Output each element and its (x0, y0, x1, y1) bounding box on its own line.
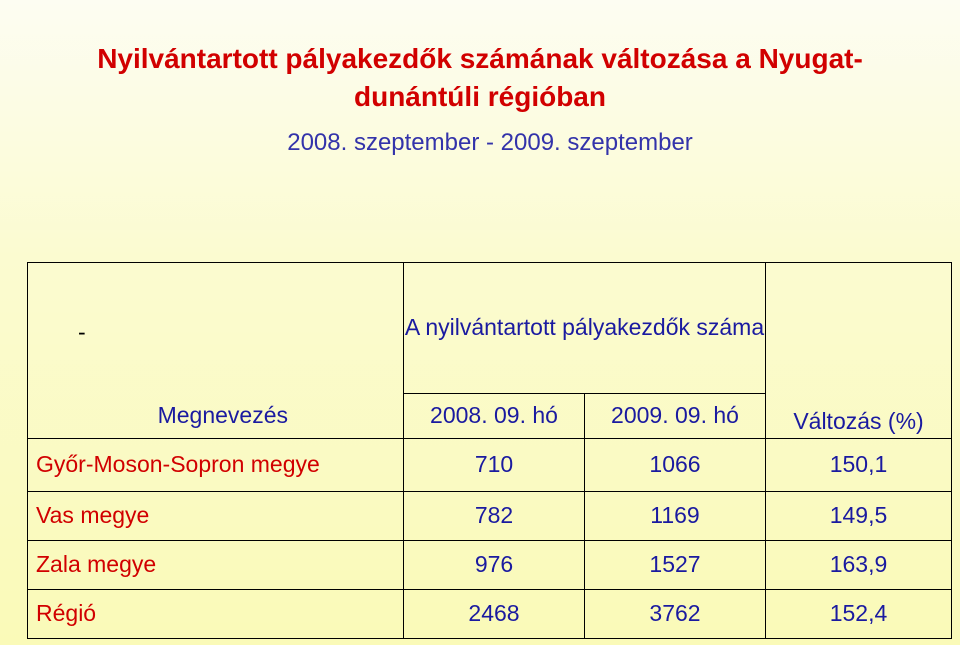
row-value-2008: 710 (404, 438, 585, 491)
header-change: Változás (%) (766, 263, 952, 439)
row-name: Zala megye (28, 540, 404, 589)
page-title: Nyilvántartott pályakezdők számának változása a Nyugat-dunántúli régióban (97, 43, 863, 112)
data-table (27, 262, 952, 639)
header-2009: 2009. 09. hó (585, 393, 766, 438)
table-row (28, 438, 952, 491)
table-row (28, 540, 952, 589)
row-change: 163,9 (766, 540, 952, 589)
header-name: Megnevezés (28, 393, 404, 438)
row-name: Régió (28, 589, 404, 638)
row-change: 152,4 (766, 589, 952, 638)
header-group-label: A nyilvántartott pályakezdők száma (404, 263, 766, 394)
row-name: Vas megye (28, 491, 404, 540)
table-row (28, 491, 952, 540)
page-subtitle: 2008. szeptember - 2009. szeptember (287, 129, 693, 156)
row-value-2008: 2468 (404, 589, 585, 638)
header-2008: 2008. 09. hó (404, 393, 585, 438)
header-corner-mark: - (28, 263, 404, 394)
header-row-top (28, 263, 952, 394)
row-change: 150,1 (766, 438, 952, 491)
row-value-2008: 782 (404, 491, 585, 540)
row-change: 149,5 (766, 491, 952, 540)
row-name: Győr-Moson-Sopron megye (28, 438, 404, 491)
table-row (28, 589, 952, 638)
row-value-2009: 3762 (585, 589, 766, 638)
row-value-2009: 1066 (585, 438, 766, 491)
row-value-2009: 1169 (585, 491, 766, 540)
row-value-2009: 1527 (585, 540, 766, 589)
row-value-2008: 976 (404, 540, 585, 589)
